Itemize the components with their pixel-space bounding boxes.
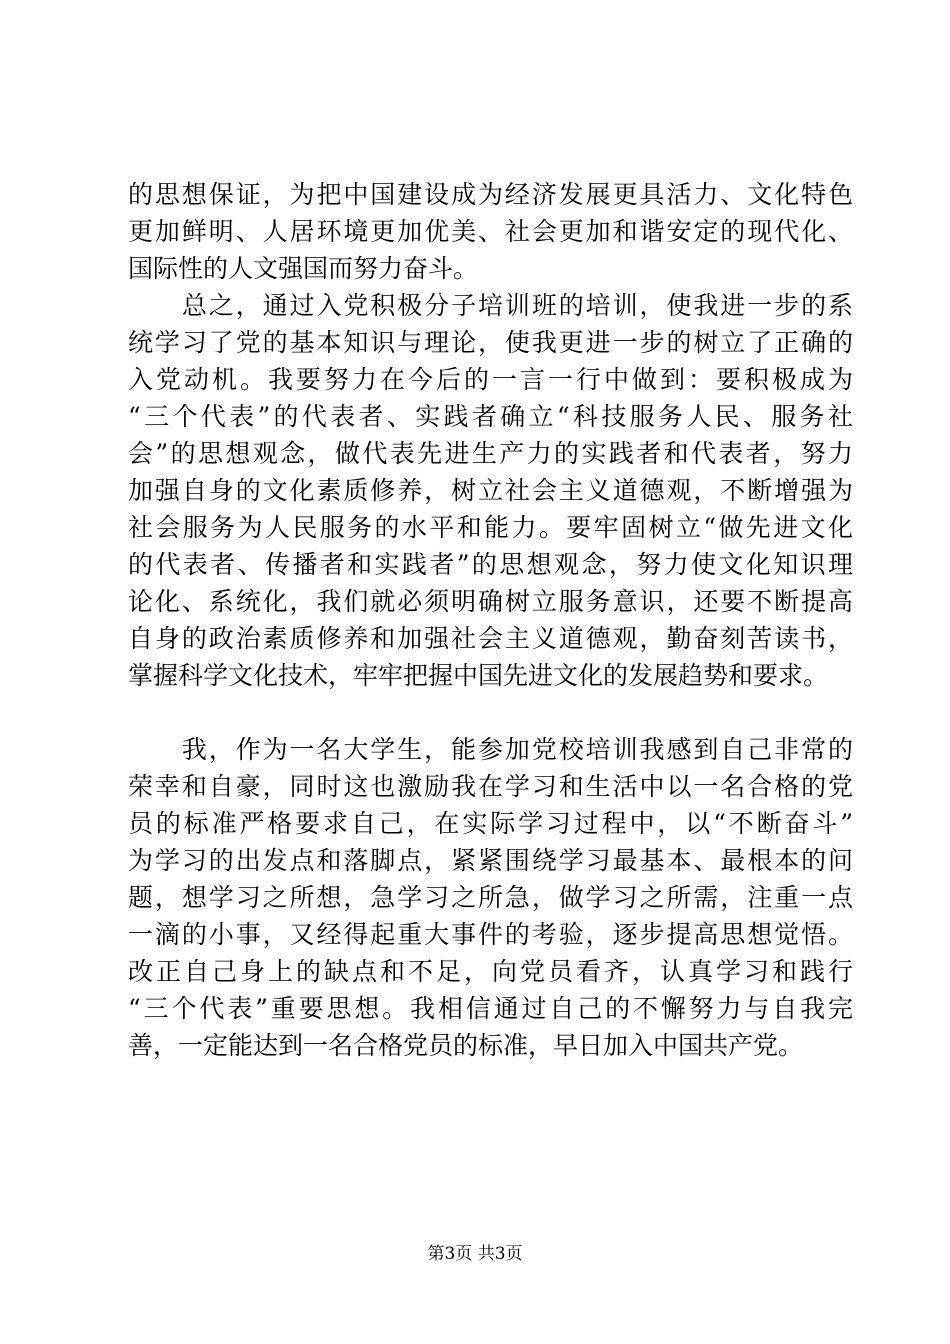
paragraph [128,287,853,694]
text-line: 为学习的出发点和落脚点，紧紧围绕学习最基本、最根本的问 [128,846,853,875]
text-line: “三个代表”重要思想。我相信通过自己的不懈努力与自我完 [128,994,853,1023]
text-line: 总之，通过入党积极分子培训班的培训，使我进一步的系 [128,291,853,320]
text-line: 一滴的小事，又经得起重大事件的考验，逐步提高思想觉悟。 [128,920,853,949]
text-line: 社会服务为人民服务的水平和能力。要牢固树立“做先进文化 [128,513,853,542]
text-line: 的代表者、传播者和实践者”的思想观念，努力使文化知识理 [128,550,853,579]
text-line: 善，一定能达到一名合格党员的标准，早日加入中国共产党。 [128,1031,804,1060]
page-number-footer: 第3页 共3页 [427,1244,523,1264]
text-line: 国际性的人文强国而努力奋斗。 [128,254,479,283]
text-line: 论化、系统化，我们就必须明确树立服务意识，还要不断提高 [128,587,853,616]
text-line: 员的标准严格要求自己，在实际学习过程中，以“不断奋斗” [128,809,853,838]
text-line: 入党动机。我要努力在今后的一言一行中做到：要积极成为 [128,365,853,394]
text-line: 加强自身的文化素质修养，树立社会主义道德观，不断增强为 [128,476,853,505]
text-line: 荣幸和自豪，同时这也激励我在学习和生活中以一名合格的党 [128,772,853,801]
text-line: 的思想保证，为把中国建设成为经济发展更具活力、文化特色 [128,180,853,209]
text-line: 改正自己身上的缺点和不足，向党员看齐，认真学习和践行 [128,957,853,986]
document-body [128,176,853,1064]
paragraph [128,731,853,1064]
text-line: “三个代表”的代表者、实践者确立“科技服务人民、服务社 [128,402,853,431]
text-line: 题，想学习之所想，急学习之所急，做学习之所需，注重一点 [128,883,853,912]
paragraph-spacer [128,694,853,731]
text-line: 更加鲜明、人居环境更加优美、社会更加和谐安定的现代化、 [128,217,853,246]
text-line: 掌握科学文化技术，牢牢把握中国先进文化的发展趋势和要求。 [128,661,829,690]
text-line: 我，作为一名大学生，能参加党校培训我感到自己非常的 [128,735,853,764]
text-line: 会”的思想观念，做代表先进生产力的实践者和代表者，努力 [128,439,853,468]
text-line: 自身的政治素质修养和加强社会主义道德观，勤奋刻苦读书， [128,624,853,653]
paragraph [128,176,853,287]
text-line: 统学习了党的基本知识与理论，使我更进一步的树立了正确的 [128,328,853,357]
